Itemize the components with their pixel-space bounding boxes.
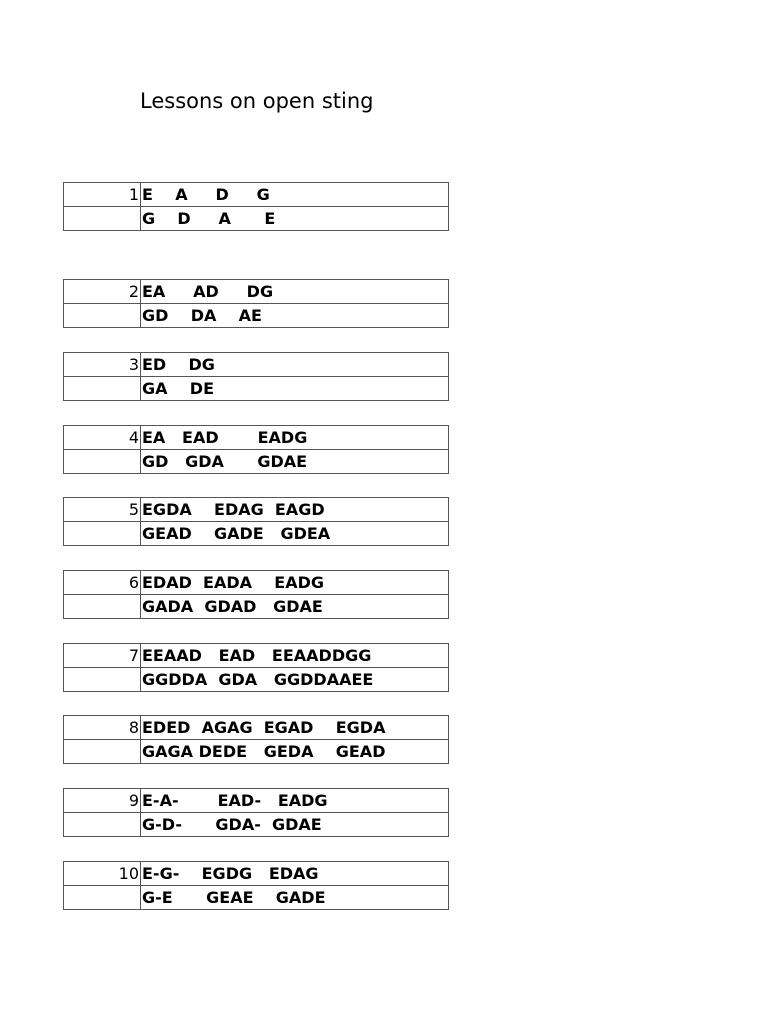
lesson-notes-line-1: EDAD EADA EADG: [141, 571, 449, 595]
lesson-notes-line-2: GA DE: [141, 377, 449, 401]
lesson-row-descending: [64, 595, 449, 619]
lesson-table-7: [63, 643, 449, 692]
lesson-number: 5: [64, 498, 141, 522]
lesson-number-empty: [64, 450, 141, 474]
lesson-notes-line-2: GAGA DEDE GEDA GEAD: [141, 740, 449, 764]
lesson-row-ascending: [64, 644, 449, 668]
lesson-notes-line-1: E A D G: [141, 183, 449, 207]
lesson-number-empty: [64, 813, 141, 837]
lesson-notes-line-2: GEAD GADE GDEA: [141, 522, 449, 546]
lesson-notes-line-1: EA EAD EADG: [141, 426, 449, 450]
lesson-notes-line-2: G-E GEAE GADE: [141, 886, 449, 910]
lesson-number: 6: [64, 571, 141, 595]
lesson-notes-line-1: E-A- EAD- EADG: [141, 789, 449, 813]
lesson-notes-line-1: E-G- EGDG EDAG: [141, 862, 449, 886]
lesson-table-2: [63, 279, 449, 328]
lesson-row-descending: [64, 886, 449, 910]
lesson-notes-line-2: G D A E: [141, 207, 449, 231]
lesson-row-ascending: [64, 498, 449, 522]
lesson-notes-line-2: GGDDA GDA GGDDAAEE: [141, 668, 449, 692]
lesson-number-empty: [64, 668, 141, 692]
lesson-table-8: [63, 715, 449, 764]
lesson-row-descending: [64, 450, 449, 474]
lesson-number: 4: [64, 426, 141, 450]
lesson-number-empty: [64, 207, 141, 231]
lesson-row-ascending: [64, 789, 449, 813]
lesson-number-empty: [64, 304, 141, 328]
lesson-number: 7: [64, 644, 141, 668]
lesson-row-ascending: [64, 571, 449, 595]
lesson-table-10: [63, 861, 449, 910]
lesson-row-ascending: [64, 426, 449, 450]
lesson-row-descending: [64, 304, 449, 328]
lesson-number: 9: [64, 789, 141, 813]
lesson-number: 2: [64, 280, 141, 304]
lesson-table-6: [63, 570, 449, 619]
lesson-row-descending: [64, 813, 449, 837]
lesson-number-empty: [64, 740, 141, 764]
lesson-notes-line-2: GD DA AE: [141, 304, 449, 328]
lesson-notes-line-1: EDED AGAG EGAD EGDA: [141, 716, 449, 740]
lesson-row-descending: [64, 740, 449, 764]
lesson-row-ascending: [64, 862, 449, 886]
lesson-notes-line-1: EEAAD EAD EEAADDGG: [141, 644, 449, 668]
lesson-number-empty: [64, 377, 141, 401]
lesson-number: 3: [64, 353, 141, 377]
lesson-row-descending: [64, 207, 449, 231]
lesson-number-empty: [64, 522, 141, 546]
lesson-row-ascending: [64, 353, 449, 377]
lesson-row-descending: [64, 522, 449, 546]
lesson-notes-line-1: ED DG: [141, 353, 449, 377]
lesson-row-ascending: [64, 183, 449, 207]
lesson-number: 10: [64, 862, 141, 886]
lesson-number-empty: [64, 886, 141, 910]
lesson-number: 8: [64, 716, 141, 740]
lesson-notes-line-2: GADA GDAD GDAE: [141, 595, 449, 619]
lesson-notes-line-1: EA AD DG: [141, 280, 449, 304]
lesson-table-1: [63, 182, 449, 231]
lesson-table-9: [63, 788, 449, 837]
lesson-row-ascending: [64, 716, 449, 740]
lesson-notes-line-1: EGDA EDAG EAGD: [141, 498, 449, 522]
lesson-table-4: [63, 425, 449, 474]
lesson-row-descending: [64, 377, 449, 401]
lesson-row-ascending: [64, 280, 449, 304]
lesson-table-3: [63, 352, 449, 401]
lesson-table-5: [63, 497, 449, 546]
lesson-notes-line-2: GD GDA GDAE: [141, 450, 449, 474]
page-title: Lessons on open sting: [140, 89, 374, 113]
lesson-row-descending: [64, 668, 449, 692]
lesson-number-empty: [64, 595, 141, 619]
lesson-number: 1: [64, 183, 141, 207]
lesson-notes-line-2: G-D- GDA- GDAE: [141, 813, 449, 837]
